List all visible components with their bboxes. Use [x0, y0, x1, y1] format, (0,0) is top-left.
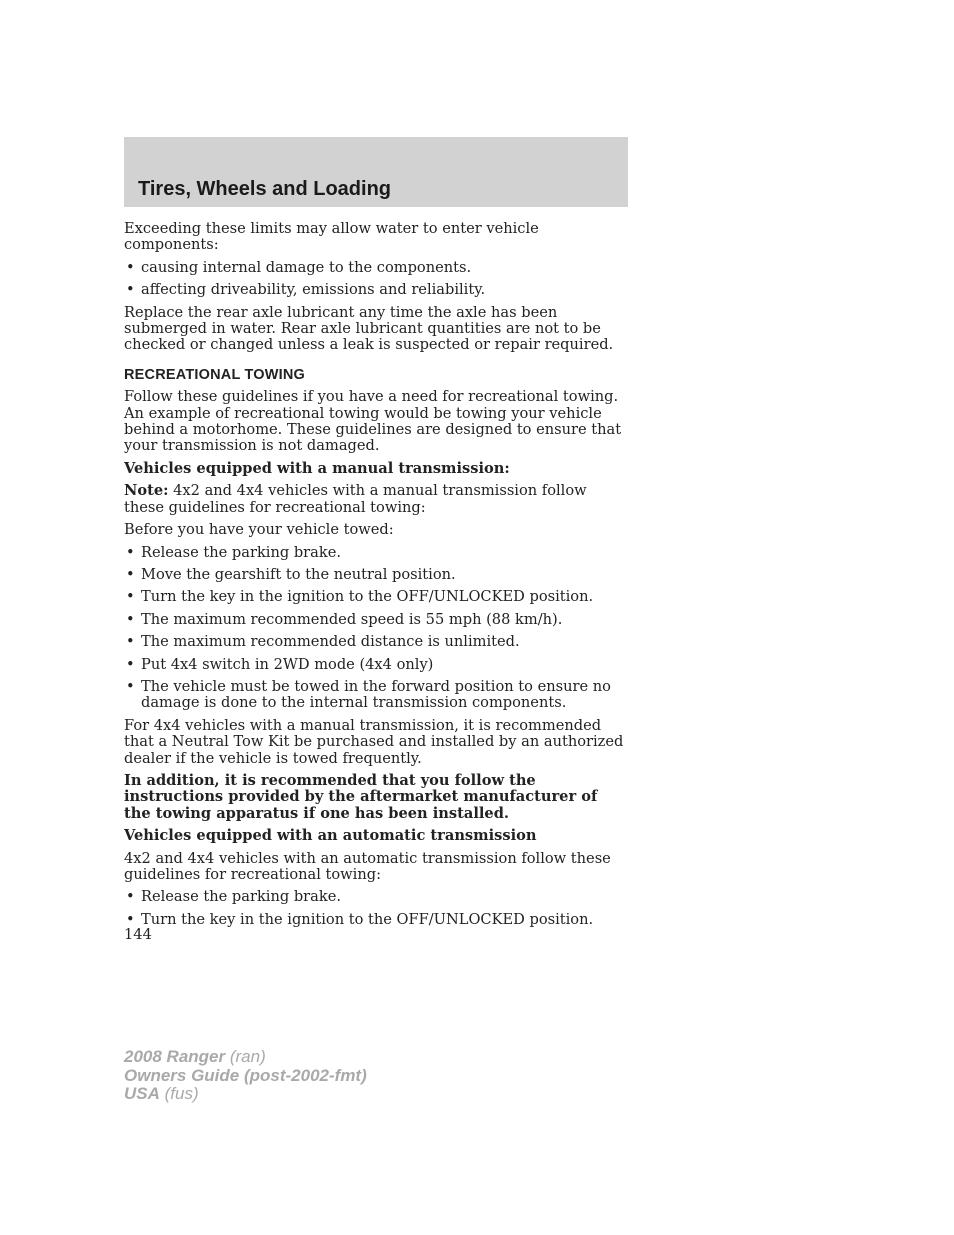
- footer-market: USA: [124, 1084, 160, 1103]
- list-item: • affecting driveability, emissions and reliability.: [124, 282, 628, 298]
- footer-guide: Owners Guide (post-2002-fmt): [124, 1065, 367, 1085]
- footer-model: 2008 Ranger: [124, 1047, 226, 1066]
- list-item: • Release the parking brake.: [124, 545, 628, 561]
- list-item: • Turn the key in the ignition to the OFF/UNLOCKED position.: [124, 912, 628, 928]
- before-towing-paragraph: Before you have your vehicle towed:: [124, 521, 394, 539]
- list-item: • The maximum recommended speed is 55 mph (88 km/h).: [124, 612, 628, 628]
- aftermarket-warning-paragraph: In addition, it is recommended that you follow the instructions provided by the aftermarket manufacturer of the towing apparatus if one has been installed.: [124, 771, 598, 822]
- list-item: • Turn the key in the ignition to the OFF/UNLOCKED position.: [124, 589, 628, 605]
- intro-paragraph: Exceeding these limits may allow water to enter vehicle components:: [124, 220, 539, 254]
- automatic-transmission-heading: Vehicles equipped with an automatic transmission: [124, 827, 537, 845]
- note-label: Note:: [124, 482, 169, 500]
- list-item: • Put 4x4 switch in 2WD mode (4x4 only): [124, 657, 628, 673]
- recreational-intro-paragraph: Follow these guidelines if you have a need for recreational towing. An example of recreational towing would be towing your vehicle behind a motorhome. These guidelines are designed to ensure that your transmission is not damaged.: [124, 388, 622, 455]
- neutral-tow-kit-paragraph: For 4x4 vehicles with a manual transmission, it is recommended that a Neutral Tow Kit be purchased and installed by an authorized dealer if the vehicle is towed frequently.: [124, 716, 624, 767]
- document-footer: [124, 1048, 367, 1104]
- manual-transmission-heading: Vehicles equipped with a manual transmission:: [124, 459, 510, 477]
- page-number: 144: [124, 926, 152, 943]
- section-title: Tires, Wheels and Loading: [138, 178, 392, 200]
- manual-bullet-list: [124, 545, 628, 712]
- list-item: • Release the parking brake.: [124, 889, 628, 905]
- note-paragraph: [124, 483, 628, 516]
- automatic-intro-paragraph: 4x2 and 4x4 vehicles with an automatic transmission follow these guidelines for recreational towing:: [124, 849, 611, 883]
- footer-market-code: (fus): [159, 1084, 199, 1103]
- footer-line-market: [124, 1085, 367, 1104]
- footer-line-model: [124, 1048, 367, 1067]
- note-text: 4x2 and 4x4 vehicles with a manual transmission follow these guidelines for recreational towing:: [124, 482, 587, 516]
- recreational-towing-heading: RECREATIONAL TOWING: [124, 366, 306, 383]
- axle-lubricant-paragraph: Replace the rear axle lubricant any time the axle has been submerged in water. Rear axle lubricant quantities are not to be checked or changed unless a leak is suspected or repair required.: [124, 303, 614, 354]
- automatic-bullet-list: [124, 889, 628, 928]
- list-item: • The vehicle must be towed in the forward position to ensure no damage is done to the internal transmission components.: [124, 679, 628, 712]
- section-header-band: [124, 137, 628, 207]
- footer-line-guide: [124, 1067, 367, 1086]
- list-item: • Move the gearshift to the neutral position.: [124, 567, 628, 583]
- page-content: [124, 221, 628, 934]
- list-item: • causing internal damage to the components.: [124, 260, 628, 276]
- intro-bullet-list: [124, 260, 628, 299]
- footer-model-code: (ran): [225, 1047, 266, 1066]
- list-item: • The maximum recommended distance is unlimited.: [124, 634, 628, 650]
